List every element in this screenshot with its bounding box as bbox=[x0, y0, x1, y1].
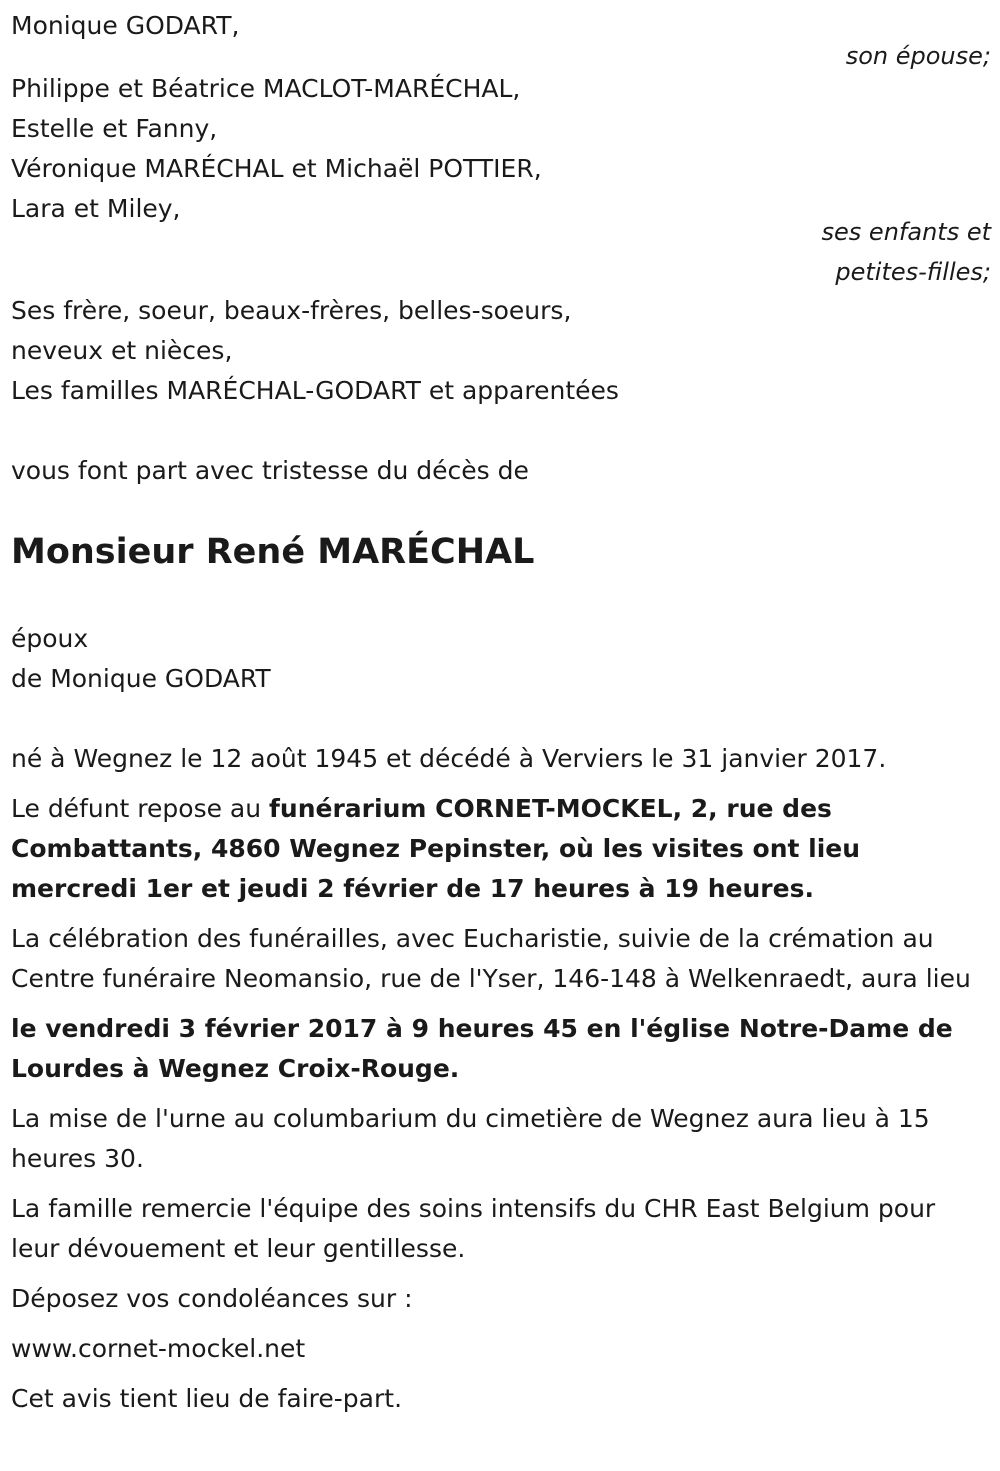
children-line: Estelle et Fanny, bbox=[11, 114, 218, 143]
spouse-relation: son épouse; bbox=[845, 42, 991, 70]
condolences-label: Déposez vos condoléances sur : bbox=[11, 1284, 413, 1313]
family-line: Les familles MARÉCHAL-GODART et apparentées bbox=[11, 376, 619, 405]
thanks: La famille remercie l'équipe des soins intensifs du CHR East Belgium pour leur dévouement et leur gentillesse. bbox=[11, 1194, 936, 1263]
urn: La mise de l'urne au columbarium du cimetière de Wegnez aura lieu à 15 heures 30. bbox=[11, 1104, 930, 1173]
birth-death: né à Wegnez le 12 août 1945 et décédé à Verviers le 31 janvier 2017. bbox=[11, 744, 887, 773]
children-line: Lara et Miley, bbox=[11, 194, 181, 223]
family-line: Ses frère, soeur, beaux-frères, belles-soeurs, bbox=[11, 296, 572, 325]
children-line: Véronique MARÉCHAL et Michaël POTTIER, bbox=[11, 154, 542, 183]
details-block bbox=[11, 739, 991, 1419]
family-block bbox=[11, 291, 991, 411]
ceremony: le vendredi 3 février 2017 à 9 heures 45 en l'église Notre-Dame de Lourdes à Wegnez Croix-Rouge. bbox=[11, 1014, 953, 1083]
announcement: vous font part avec tristesse du décès de bbox=[11, 456, 529, 485]
website-link[interactable]: www.cornet-mockel.net bbox=[11, 1334, 306, 1363]
epoux-block bbox=[11, 619, 271, 699]
children-relation-line2: petites-filles; bbox=[835, 258, 991, 286]
epoux-line2: de Monique GODART bbox=[11, 664, 271, 693]
celebration: La célébration des funérailles, avec Eucharistie, suivie de la crémation au Centre funéraire Neomansio, rue de l'Yser, 146-148 à Welkenraedt, aura lieu bbox=[11, 924, 971, 993]
epoux-line1: époux bbox=[11, 624, 89, 653]
children-relation-line1: ses enfants et bbox=[821, 218, 991, 246]
children-relation bbox=[11, 212, 991, 292]
rest-location: funérarium CORNET-MOCKEL, 2, rue des Combattants, 4860 Wegnez Pepinster, où les visites ont lieu mercredi 1er et jeudi 2 février de 17 heures à 19 heures. bbox=[11, 794, 861, 903]
rest-paragraph bbox=[11, 789, 991, 909]
children-block bbox=[11, 69, 991, 229]
children-line: Philippe et Béatrice MACLOT-MARÉCHAL, bbox=[11, 74, 521, 103]
spouse-block bbox=[11, 6, 991, 76]
closing: Cet avis tient lieu de faire-part. bbox=[11, 1384, 403, 1413]
deceased-name: Monsieur René MARÉCHAL bbox=[11, 532, 535, 572]
family-line: neveux et nièces, bbox=[11, 336, 233, 365]
rest-intro: Le défunt repose au bbox=[11, 794, 270, 823]
spouse-name: Monique GODART, bbox=[11, 11, 240, 40]
